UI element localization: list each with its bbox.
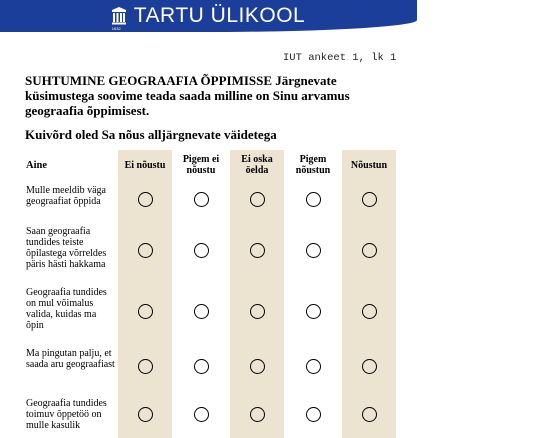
radio-noustun[interactable] xyxy=(362,304,377,319)
radio-pigem-ei-noustu[interactable] xyxy=(194,192,209,207)
table-row xyxy=(26,180,396,221)
table-row xyxy=(26,393,396,438)
header-noustun: Nõustun xyxy=(342,150,396,180)
radio-pigem-ei-noustu[interactable] xyxy=(194,243,209,258)
table-row xyxy=(26,221,396,282)
section-intro: SUHTUMINE GEOGRAAFIA ÕPPIMISSE Järgnevate küsimustega soovime teada saada milline on Sinu arvamus geograafia õppimisest. xyxy=(25,73,350,118)
banner-title: TARTU ÜLIKOOL xyxy=(133,4,306,27)
radio-pigem-noustun[interactable] xyxy=(306,359,321,374)
radio-pigem-ei-noustu[interactable] xyxy=(194,359,209,374)
radio-noustun[interactable] xyxy=(362,407,377,422)
radio-pigem-ei-noustu[interactable] xyxy=(194,304,209,319)
statement-text: Saan geograafia tundides teiste õpilastega võrreldes päris hästi hakkama xyxy=(26,226,107,270)
radio-pigem-ei-noustu[interactable] xyxy=(194,407,209,422)
radio-noustun[interactable] xyxy=(362,192,377,207)
statement-text: Ma pingutan palju, et saada aru geograafiast xyxy=(26,348,115,370)
radio-ei-noustu[interactable] xyxy=(138,243,153,258)
radio-ei-oska-oelda[interactable] xyxy=(250,407,265,422)
university-banner xyxy=(0,0,417,32)
header-pigem-noustun: Pigem nõustun xyxy=(295,154,331,176)
table-header-row xyxy=(26,150,396,180)
survey-page-id: IUT ankeet 1, lk 1 xyxy=(283,52,397,64)
header-pigem-ei-noustu: Pigem ei nõustu xyxy=(182,154,220,176)
radio-pigem-noustun[interactable] xyxy=(306,192,321,207)
radio-ei-oska-oelda[interactable] xyxy=(250,304,265,319)
radio-ei-noustu[interactable] xyxy=(138,192,153,207)
radio-ei-oska-oelda[interactable] xyxy=(250,359,265,374)
radio-noustun[interactable] xyxy=(362,243,377,258)
radio-ei-noustu[interactable] xyxy=(138,304,153,319)
likert-table xyxy=(24,150,398,438)
radio-ei-noustu[interactable] xyxy=(138,359,153,374)
radio-pigem-noustun[interactable] xyxy=(306,243,321,258)
radio-ei-noustu[interactable] xyxy=(138,407,153,422)
banner-year: 1632 xyxy=(111,26,121,31)
header-ei-noustu: Ei nõustu xyxy=(118,150,172,180)
table-row xyxy=(26,343,396,393)
radio-pigem-noustun[interactable] xyxy=(306,304,321,319)
header-ei-oska-oelda: Ei oska öelda xyxy=(230,150,284,180)
radio-ei-oska-oelda[interactable] xyxy=(250,243,265,258)
statement-text: Geograafia tundides on mul võimalus valida, kuidas ma õpin xyxy=(26,287,107,331)
statement-text: Mulle meeldib väga geograafiat õppida xyxy=(26,185,106,207)
radio-noustun[interactable] xyxy=(362,359,377,374)
statement-text: Geograafia tundides toimuv õppetöö on mulle kasulik xyxy=(26,398,107,431)
header-aine: Aine xyxy=(26,159,47,171)
table-row xyxy=(26,282,396,343)
university-logo-icon xyxy=(111,7,126,31)
question-heading: Kuivõrd oled Sa nõus alljärgnevate väidetega xyxy=(25,127,277,142)
radio-pigem-noustun[interactable] xyxy=(306,407,321,422)
radio-ei-oska-oelda[interactable] xyxy=(250,192,265,207)
